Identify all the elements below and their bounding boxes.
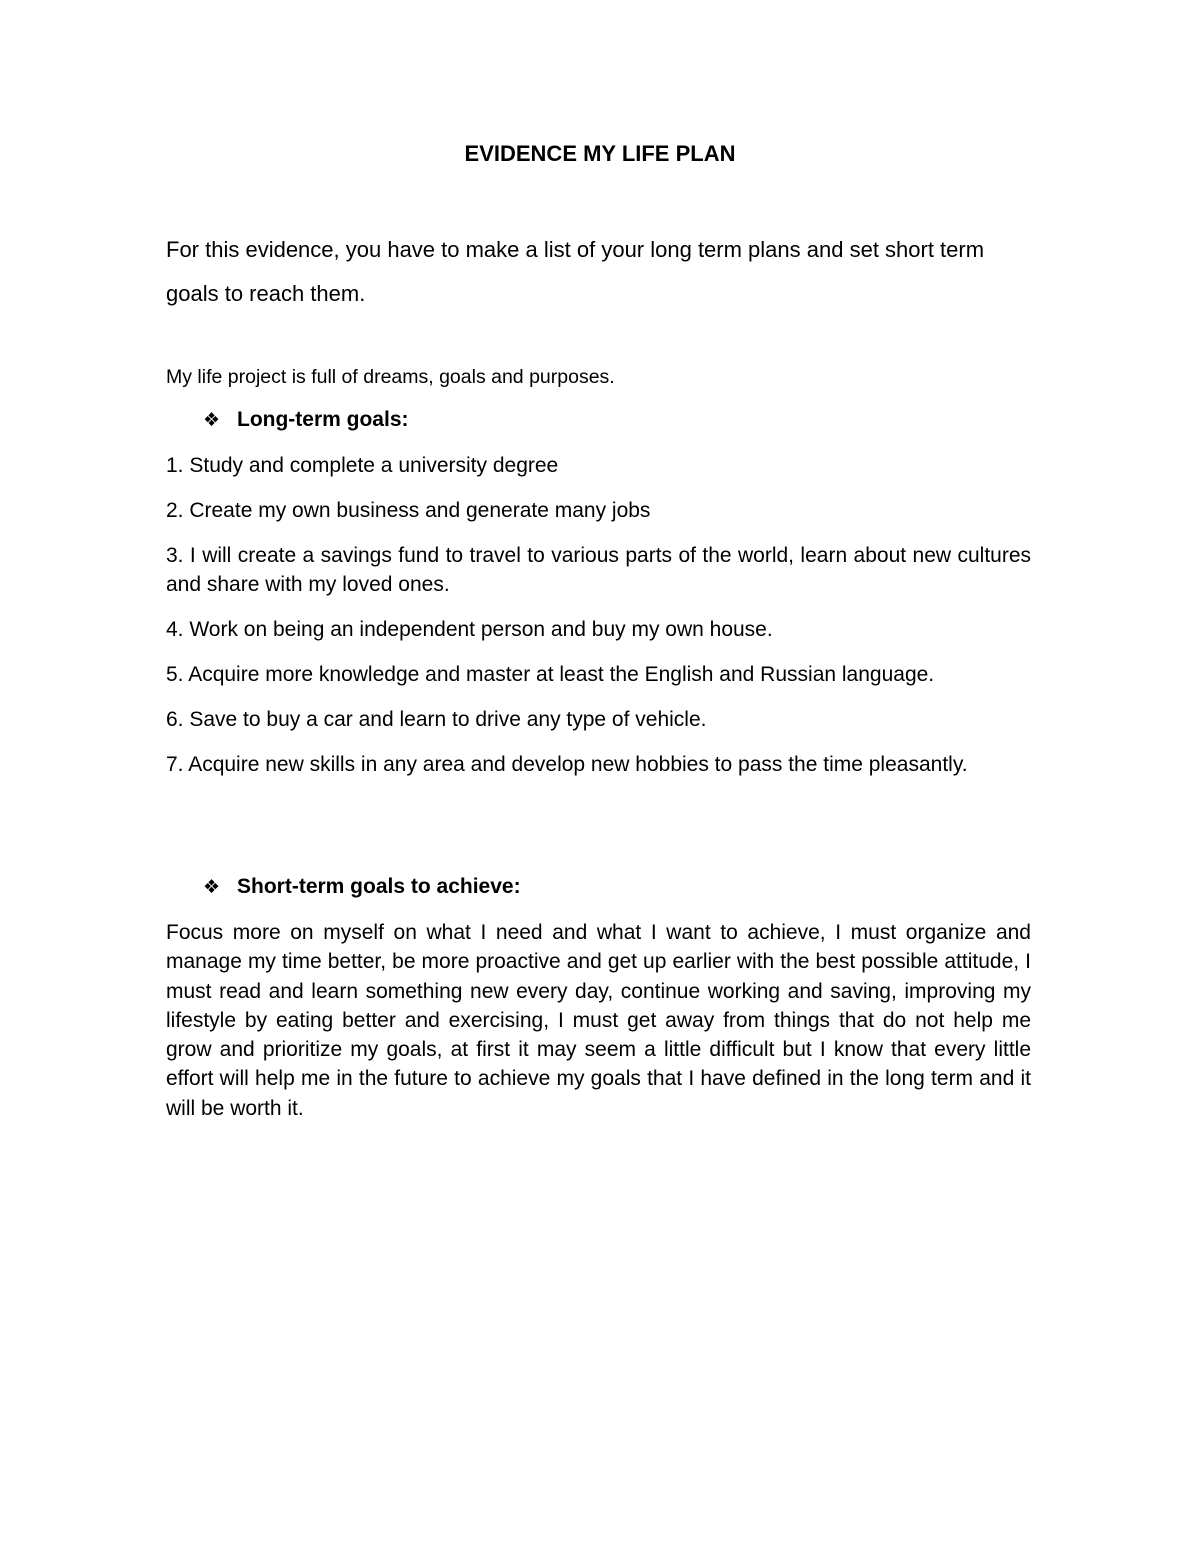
long-term-heading-label: Long-term goals: xyxy=(237,408,409,431)
long-term-goal-3: 3. I will create a savings fund to travel to various parts of the world, learn about new cultures and share with my loved ones. xyxy=(166,544,1031,596)
long-term-goal-6: 6. Save to buy a car and learn to drive any type of vehicle. xyxy=(166,708,707,731)
diamond-bullet-icon: ❖ xyxy=(203,876,221,898)
intro-paragraph: For this evidence, you have to make a list of your long term plans and set short term goals to reach them. xyxy=(166,237,985,306)
long-term-goal-2: 2. Create my own business and generate many jobs xyxy=(166,499,651,522)
lead-sentence: My life project is full of dreams, goals and purposes. xyxy=(166,366,615,388)
long-term-heading xyxy=(203,406,409,434)
short-term-paragraph: Focus more on myself on what I need and what I want to achieve, I must organize and manage my time better, be more proactive and get up earlier with the best possible attitude, I must read and learn something new every day, continue working and saving, improving my lifestyle by eating better and exercising, I must get away from things that do not help me grow and prioritize my goals, at first it may seem a little difficult but I know that every little effort will help me in the future to achieve my goals that I have defined in the long term and it will be worth it. xyxy=(166,921,1031,1120)
diamond-bullet-icon: ❖ xyxy=(203,409,221,431)
short-term-heading-label: Short-term goals to achieve: xyxy=(237,875,521,898)
long-term-goal-1: 1. Study and complete a university degree xyxy=(166,454,559,477)
short-term-heading xyxy=(203,873,521,901)
long-term-goal-5: 5. Acquire more knowledge and master at least the English and Russian language. xyxy=(166,663,935,686)
long-term-goal-4: 4. Work on being an independent person and buy my own house. xyxy=(166,618,773,641)
long-term-goal-7: 7. Acquire new skills in any area and develop new hobbies to pass the time pleasantly. xyxy=(166,753,968,776)
document-title: EVIDENCE MY LIFE PLAN xyxy=(464,141,736,166)
